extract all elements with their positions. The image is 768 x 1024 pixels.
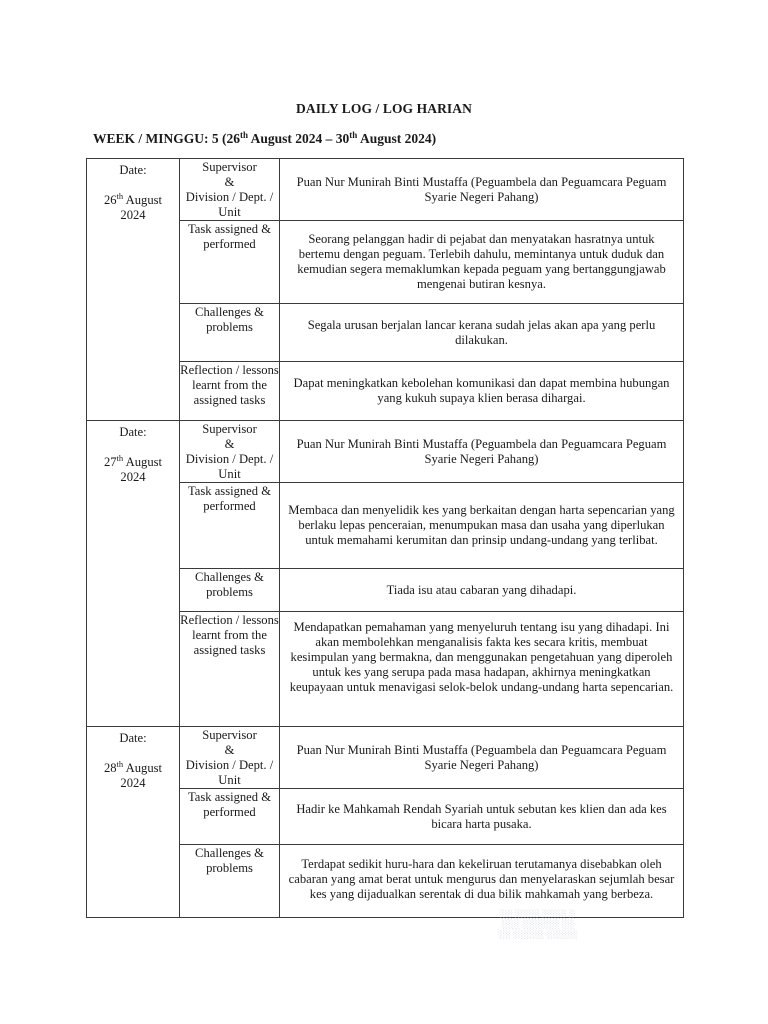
week-heading: WEEK / MINGGU: 5 (26th August 2024 – 30th August 2024) [93, 130, 437, 146]
date-cell [87, 727, 180, 918]
daily-log-table [86, 158, 684, 918]
date-value: 28th August [103, 759, 163, 775]
table-row [87, 727, 684, 789]
challenges-value: Terdapat sedikit huru-hara dan kekeliruan terutamanya disebabkan oleh cabaran yang amat berat untuk mengurus dan menyelaraskan sejumlah besar kes yang dijadualkan serentak di dua bilik mahkamah yang berbeza. [280, 845, 684, 918]
task-label: Task assigned & performed [180, 789, 280, 845]
challenges-label: Challenges & problems [180, 569, 280, 612]
supervisor-label: Supervisor & Division / Dept. / Unit [180, 421, 280, 483]
date-value: 27th August [103, 453, 163, 469]
reflection-label: Reflection / lessons learnt from the assigned tasks [180, 362, 280, 421]
task-value: Hadir ke Mahkamah Rendah Syariah untuk sebutan kes klien dan ada kes bicara harta pusaka. [280, 789, 684, 845]
faint-stamp-mark: ░░ ░░░░ ░░░░ ░ ░░░ ░░░░░░ ░░ ░░ ░░░░░ ░░░░░ [498, 910, 578, 939]
reflection-value: Mendapatkan pemahaman yang menyeluruh tentang isu yang dihadapi. Ini akan membolehkan menganalisis fakta kes secara kritis, membuat kesimpulan yang bermakna, dan menggunakan pengetahuan yang diperoleh untuk kes yang serupa pada masa hadapan, akhirnya meningkatkan keupayaan untuk menavigasi selok-belok undang-undang harta sepencarian. [280, 612, 684, 727]
challenges-label: Challenges & problems [180, 845, 280, 918]
challenges-value: Segala urusan berjalan lancar kerana sudah jelas akan apa yang perlu dilakukan. [280, 304, 684, 362]
date-cell [87, 159, 180, 421]
task-label: Task assigned & performed [180, 221, 280, 304]
task-label: Task assigned & performed [180, 483, 280, 569]
date-year: 2024 [120, 208, 146, 222]
page-title: DAILY LOG / LOG HARIAN [296, 101, 472, 116]
supervisor-value: Puan Nur Munirah Binti Mustaffa (Peguambela dan Peguamcara Peguam Syarie Negeri Pahang) [280, 159, 684, 221]
date-label: Date: [119, 425, 147, 439]
date-year: 2024 [120, 470, 146, 484]
date-value: 26th August [103, 191, 163, 207]
task-value: Seorang pelanggan hadir di pejabat dan menyatakan hasratnya untuk bertemu dengan peguam. Terlebih dahulu, memintanya untuk duduk dan kemudian segera memaklumkan kepada peguam yang bertanggungjawab mengenai butiran kesnya. [280, 221, 684, 304]
supervisor-value: Puan Nur Munirah Binti Mustaffa (Peguambela dan Peguamcara Peguam Syarie Negeri Pahang) [280, 421, 684, 483]
supervisor-label: Supervisor & Division / Dept. / Unit [180, 727, 280, 789]
challenges-value: Tiada isu atau cabaran yang dihadapi. [280, 569, 684, 612]
supervisor-value: Puan Nur Munirah Binti Mustaffa (Peguambela dan Peguamcara Peguam Syarie Negeri Pahang) [280, 727, 684, 789]
date-label: Date: [119, 731, 147, 745]
date-year: 2024 [120, 776, 146, 790]
challenges-label: Challenges & problems [180, 304, 280, 362]
date-cell [87, 421, 180, 727]
table-row [87, 159, 684, 221]
table-row [87, 421, 684, 483]
task-value: Membaca dan menyelidik kes yang berkaitan dengan harta sepencarian yang berlaku lepas penceraian, menumpukan masa dan usaha yang diperlukan untuk memahami kerumitan dan prinsip undang-undang yang terlibat. [280, 483, 684, 569]
reflection-label: Reflection / lessons learnt from the assigned tasks [180, 612, 280, 727]
date-label: Date: [119, 163, 147, 177]
reflection-value: Dapat meningkatkan kebolehan komunikasi dan dapat membina hubungan yang kukuh supaya klien berasa dihargai. [280, 362, 684, 421]
supervisor-label: Supervisor & Division / Dept. / Unit [180, 159, 280, 221]
